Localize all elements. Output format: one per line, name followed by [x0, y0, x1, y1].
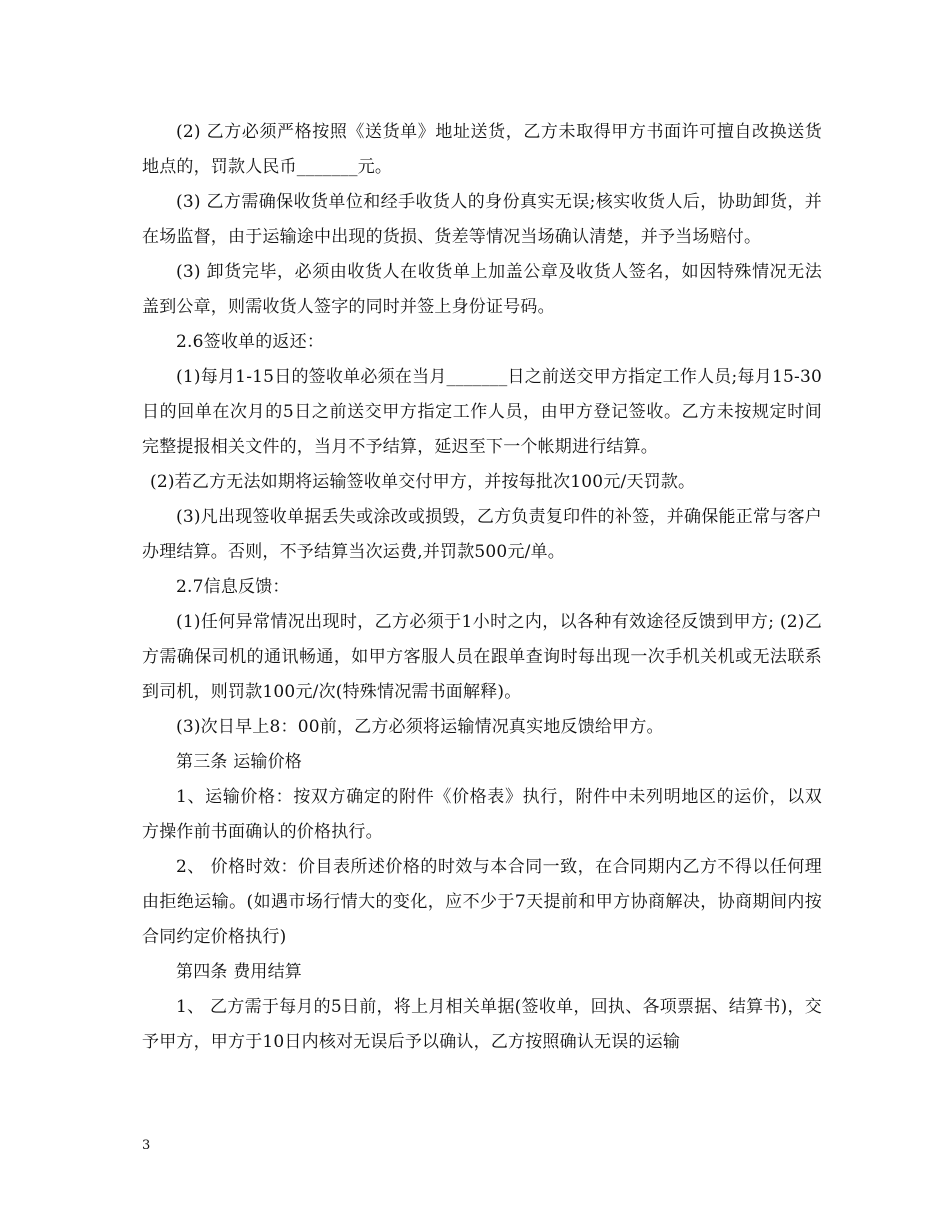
paragraph: (3)凡出现签收单据丢失或涂改或损毁，乙方负责复印件的补签，并确保能正常与客户办理结算。否则，不予结算当次运费,并罚款500元/单。: [142, 507, 822, 562]
paragraph: (1)每月1-15日的签收单必须在当月_______日之前送交甲方指定工作人员;每月15-30日的回单在次月的5日之前送交甲方指定工作人员，由甲方登记签收。乙方未按规定时间完整提报相关文件的，当月不予结算，延迟至下一个帐期进行结算。: [142, 367, 822, 457]
article-heading: 第四条 费用结算: [176, 962, 303, 982]
page-number: 3: [142, 1138, 151, 1153]
paragraph: (3)次日早上8：00前，乙方必须将运输情况真实地反馈给甲方。: [176, 717, 664, 737]
article-heading: 第三条 运输价格: [176, 752, 303, 772]
paragraph: 2、 价格时效：价目表所述价格的时效与本合同一致，在合同期内乙方不得以任何理由拒绝运输。(如遇市场行情大的变化，应不少于7天提前和甲方协商解决，协商期间内按合同约定价格执行): [142, 857, 822, 947]
paragraph: (2)若乙方无法如期将运输签收单交付甲方，并按每批次100元/天罚款。: [150, 472, 696, 492]
paragraph: 1、运输价格：按双方确定的附件《价格表》执行，附件中未列明地区的运价，以双方操作前书面确认的价格执行。: [142, 787, 822, 842]
paragraph: (1)任何异常情况出现时，乙方必须于1小时之内，以各种有效途径反馈到甲方; (2)乙方需确保司机的通讯畅通，如甲方客服人员在跟单查询时每出现一次手机关机或无法联系到司机，则罚款100元/次(特殊情况需书面解释)。: [142, 612, 822, 702]
paragraph: (3) 卸货完毕，必须由收货人在收货单上加盖公章及收货人签名，如因特殊情况无法盖到公章，则需收货人签字的同时并签上身份证号码。: [142, 262, 822, 317]
paragraph: (2) 乙方必须严格按照《送货单》地址送货，乙方未取得甲方书面许可擅自改换送货地点的，罚款人民币_______元。: [142, 122, 822, 177]
section-heading: 2.6签收单的返还：: [176, 332, 325, 352]
paragraph: (3) 乙方需确保收货单位和经手收货人的身份真实无误;核实收货人后，协助卸货，并在场监督，由于运输途中出现的货损、货差等情况当场确认清楚，并予当场赔付。: [142, 192, 822, 247]
paragraph: 1、 乙方需于每月的5日前，将上月相关单据(签收单，回执、各项票据、结算书)，交予甲方，甲方于10日内核对无误后予以确认，乙方按照确认无误的运输: [142, 997, 822, 1052]
section-heading: 2.7信息反馈：: [176, 577, 290, 597]
document-body: [142, 115, 822, 1060]
